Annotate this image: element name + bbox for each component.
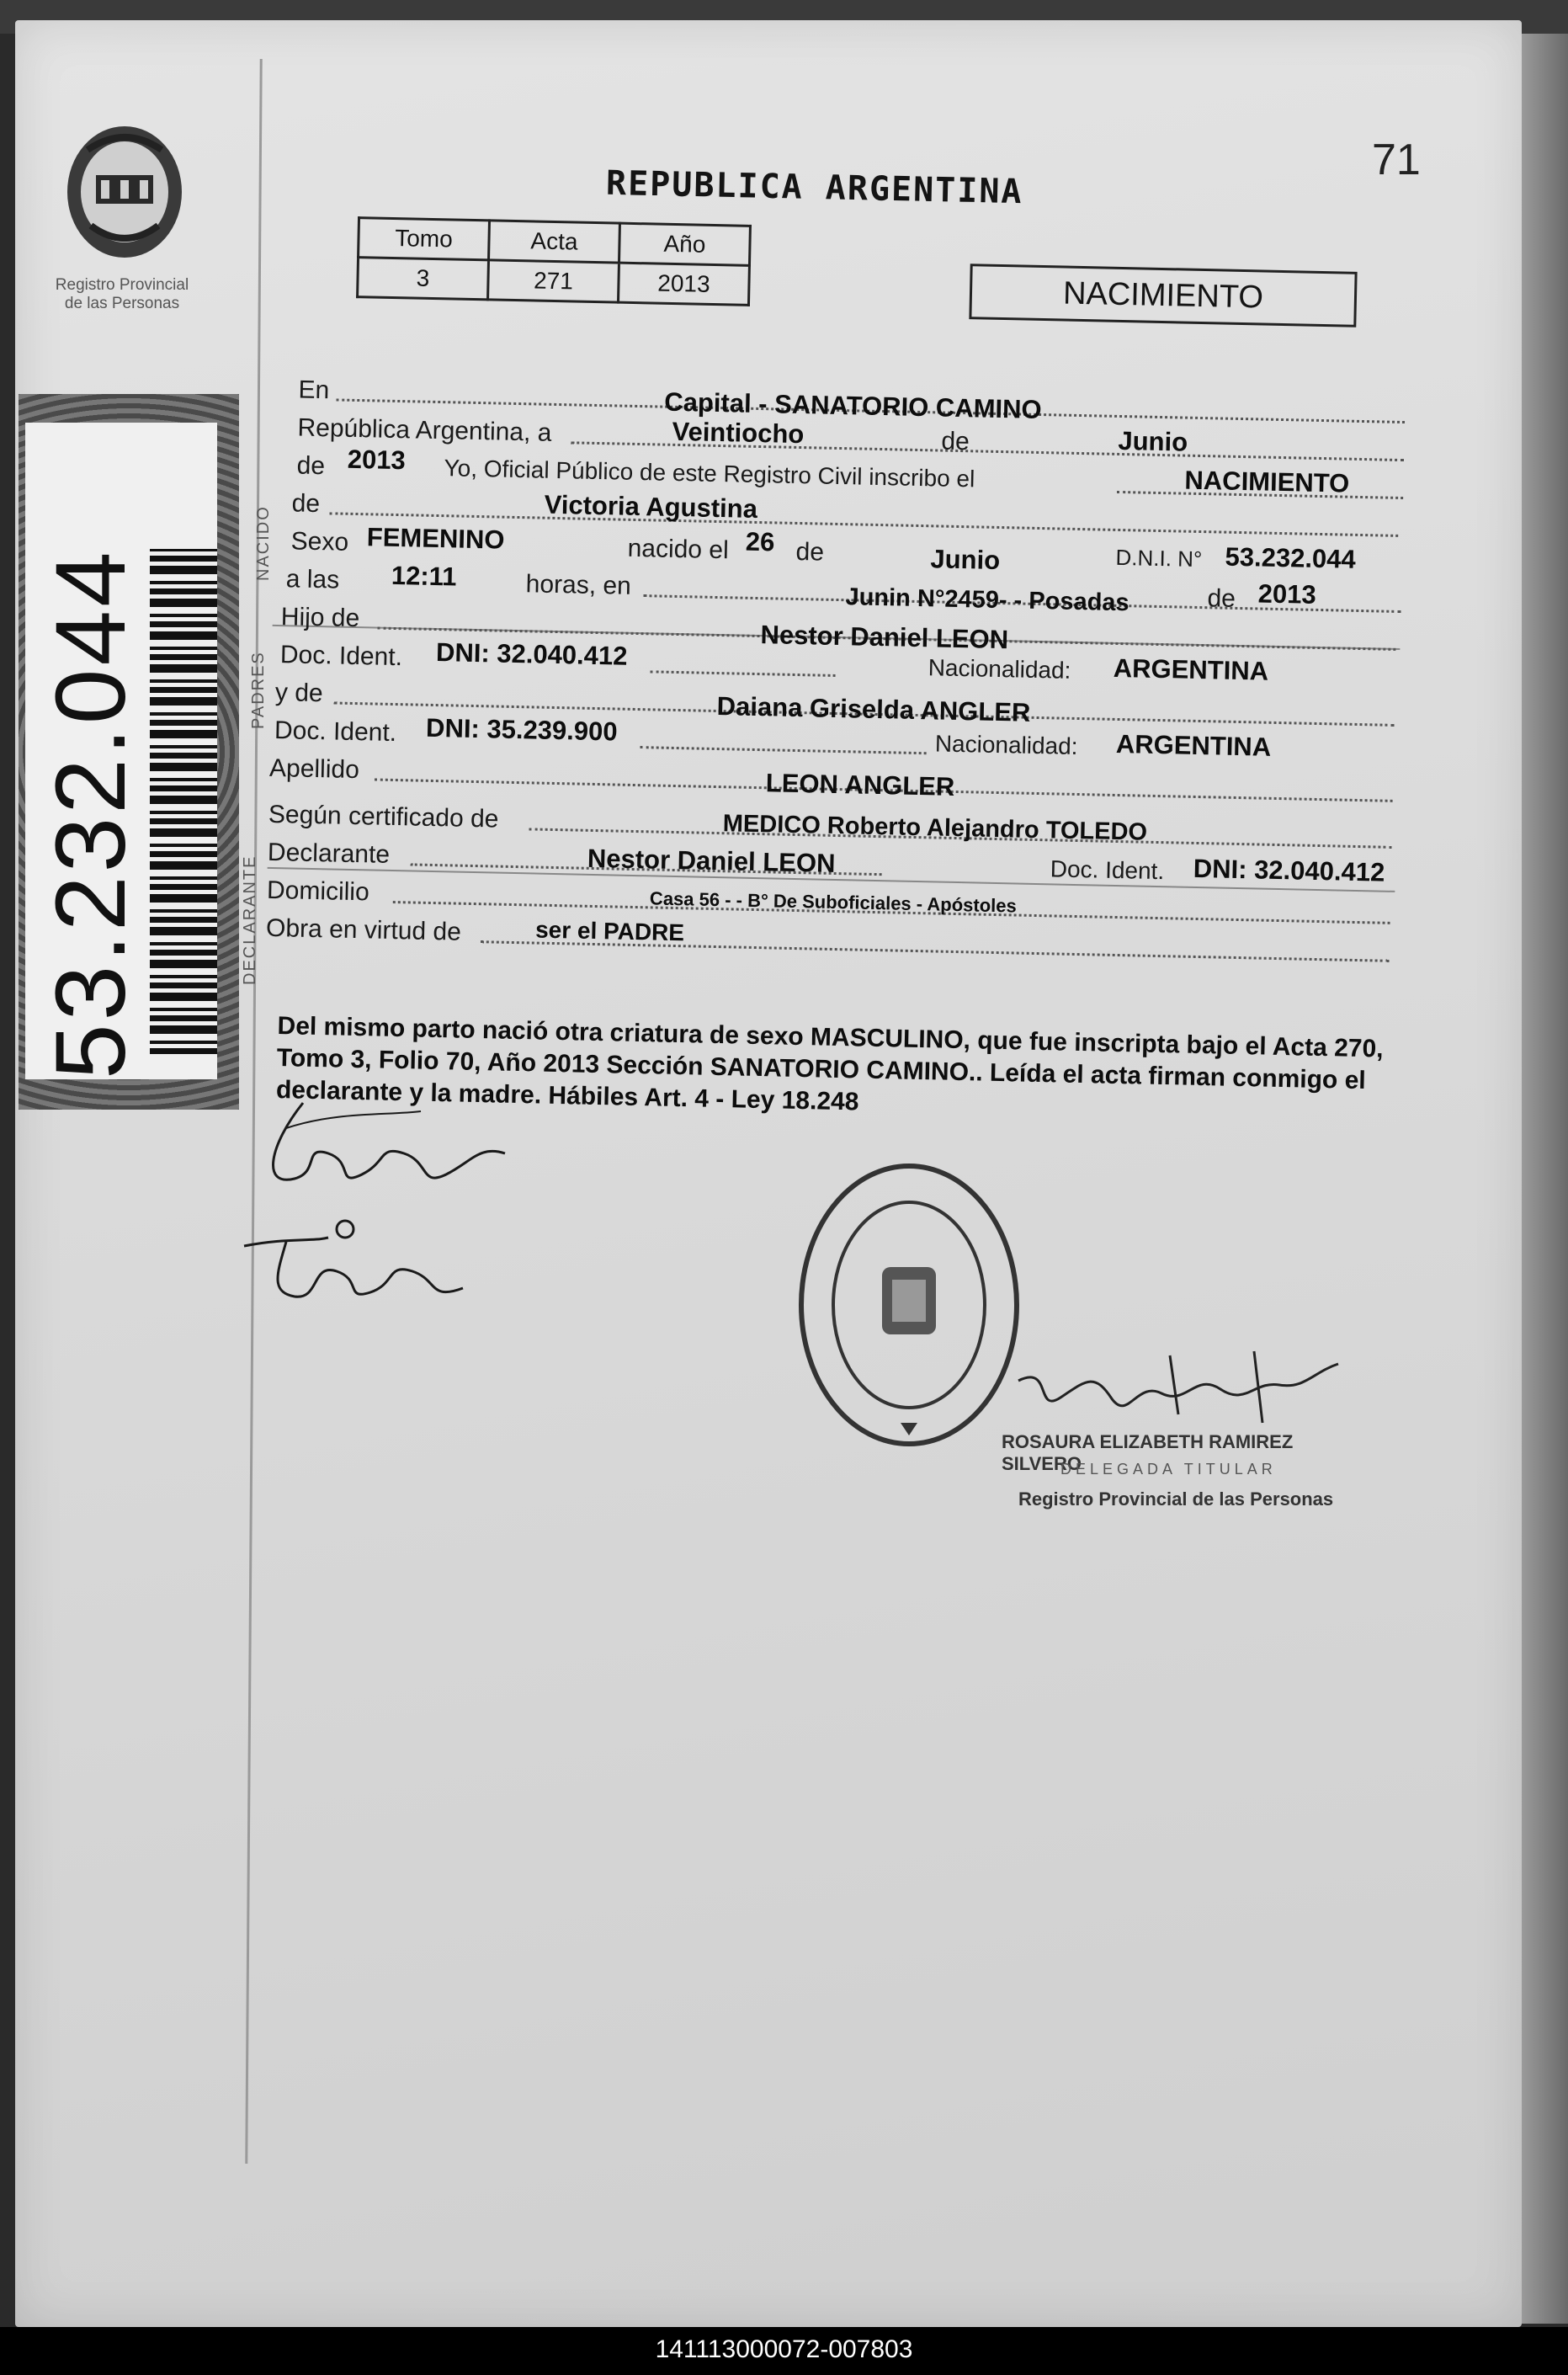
place-value: Capital - SANATORIO CAMINO (663, 386, 1042, 425)
seal-caption-line2: de las Personas (64, 295, 180, 312)
surname-value: LEON ANGLER (765, 768, 955, 801)
mother-doc-label: Doc. Ident. (274, 716, 397, 748)
birth-record-form (266, 370, 1414, 971)
scan-footer (0, 2327, 1568, 2375)
republica-label: República Argentina, a (297, 413, 552, 447)
at-label: a las (285, 565, 340, 594)
de-label: de (941, 427, 970, 456)
sex-value: FEMENINO (366, 522, 505, 555)
de-label-4: de (795, 537, 825, 567)
child-of-label: Hijo de (280, 603, 360, 633)
birth-month-value: Junio (930, 544, 1001, 576)
barcode-number: 53.232.044 (35, 548, 146, 1079)
father-nationality-value: ARGENTINA (1113, 652, 1269, 686)
dotted-line (640, 746, 927, 754)
official-role: DELEGADA TITULAR (1060, 1461, 1277, 1478)
oficial-text: Yo, Oficial Público de este Registro Civil inscribo el (444, 455, 975, 493)
declarant-doc-value: DNI: 32.040.412 (1193, 853, 1385, 887)
official-organization: Registro Provincial de las Personas (1018, 1488, 1334, 1510)
registry-value-acta: 271 (488, 260, 619, 302)
birth-day-value: 26 (745, 526, 775, 557)
mother-name-value: Daiana Griselda ANGLER (716, 691, 1031, 727)
registry-header-acta: Acta (489, 221, 620, 263)
section-label-declarante: DECLARANTE (241, 855, 259, 985)
barcode-label (19, 394, 239, 1110)
section-label-nacido: NACIDO (254, 505, 273, 581)
registry-header-tomo: Tomo (359, 218, 490, 260)
registry-header-anio: Año (619, 223, 750, 265)
sex-label: Sexo (290, 527, 349, 556)
born-on-label: nacido el (627, 534, 730, 565)
birth-year-value: 2013 (1257, 578, 1317, 610)
father-nationality-label: Nacionalidad: (928, 654, 1071, 684)
document-page (15, 20, 1522, 2327)
dni-value: 53.232.044 (1225, 541, 1357, 574)
registry-value-anio: 2013 (618, 263, 749, 305)
address-label: Domicilio (266, 876, 370, 907)
book-edge (1522, 34, 1568, 2324)
registry-value-tomo: 3 (358, 258, 489, 300)
surname-label: Apellido (268, 754, 360, 785)
acting-as-value: ser el PADRE (534, 916, 685, 946)
time-value: 12:11 (391, 560, 457, 592)
provincial-seal-icon (57, 116, 192, 268)
declarant-signature-icon (252, 1094, 522, 1204)
de-label-3: de (291, 489, 321, 519)
de-label-5: de (1207, 584, 1236, 613)
document-title: REPUBLICA ARGENTINA (605, 163, 1023, 212)
mother-nationality-label: Nacionalidad: (934, 730, 1078, 760)
father-doc-value: DNI: 32.040.412 (435, 637, 628, 671)
year-value: 2013 (347, 444, 407, 476)
scan-code: 141113000072-007803 (655, 2335, 913, 2363)
additional-note: Del mismo parto nació otra criatura de sexo MASCULINO, que fue inscripta bajo el Acta 270, Tomo 3, Folio 70, Año 2013 Sección SANATORIO CAMINO.. Leída el acta firman conmigo el declarante y la madre. Hábiles Art. 4 - Ley 18.248 (275, 1011, 1384, 1116)
declarant-doc-label: Doc. Ident. (1050, 855, 1165, 885)
day-text-value: Veintiocho (672, 416, 805, 450)
registry-stamp-icon (791, 1153, 1027, 1456)
father-doc-label: Doc. Ident. (279, 641, 403, 672)
en-label: En (298, 375, 330, 405)
seal-caption-line1: Registro Provincial (55, 276, 189, 294)
name-value: Victoria Agustina (544, 489, 758, 524)
month-value: Junio (1118, 425, 1188, 457)
seal-caption (34, 276, 210, 313)
section-label-padres: PADRES (249, 651, 268, 729)
official-name: ROSAURA ELIZABETH RAMIREZ SILVERO (1002, 1431, 1294, 1474)
mother-doc-value: DNI: 35.239.900 (425, 712, 618, 747)
declarant-value: Nestor Daniel LEON (587, 843, 836, 878)
acting-as-label: Obra en virtud de (265, 913, 462, 946)
dotted-line (651, 670, 836, 677)
declarant-label: Declarante (267, 838, 391, 869)
mother-signature-icon (236, 1212, 488, 1313)
barcode-bars (150, 549, 217, 1054)
father-name-value: Nestor Daniel LEON (760, 620, 1009, 655)
hours-in-label: horas, en (525, 570, 632, 600)
de-label-2: de (296, 451, 326, 481)
and-of-label: y de (274, 679, 324, 708)
inscription-type-value: NACIMIENTO (1184, 465, 1350, 498)
birth-place-value: Junin N°2459- - Posadas (845, 583, 1129, 617)
certificate-label: Según certificado de (268, 800, 499, 833)
record-type-box: NACIMIENTO (969, 264, 1357, 327)
mother-nationality-value: ARGENTINA (1115, 728, 1272, 762)
barcode-inner (25, 423, 217, 1079)
address-value: Casa 56 - - B° De Suboficiales - Apóstoles (649, 887, 1018, 917)
page-number: 71 (1372, 136, 1421, 184)
certificate-value: MEDICO Roberto Alejandro TOLEDO (722, 810, 1148, 846)
registry-table (356, 216, 752, 306)
dni-label: D.N.I. N° (1115, 544, 1203, 572)
